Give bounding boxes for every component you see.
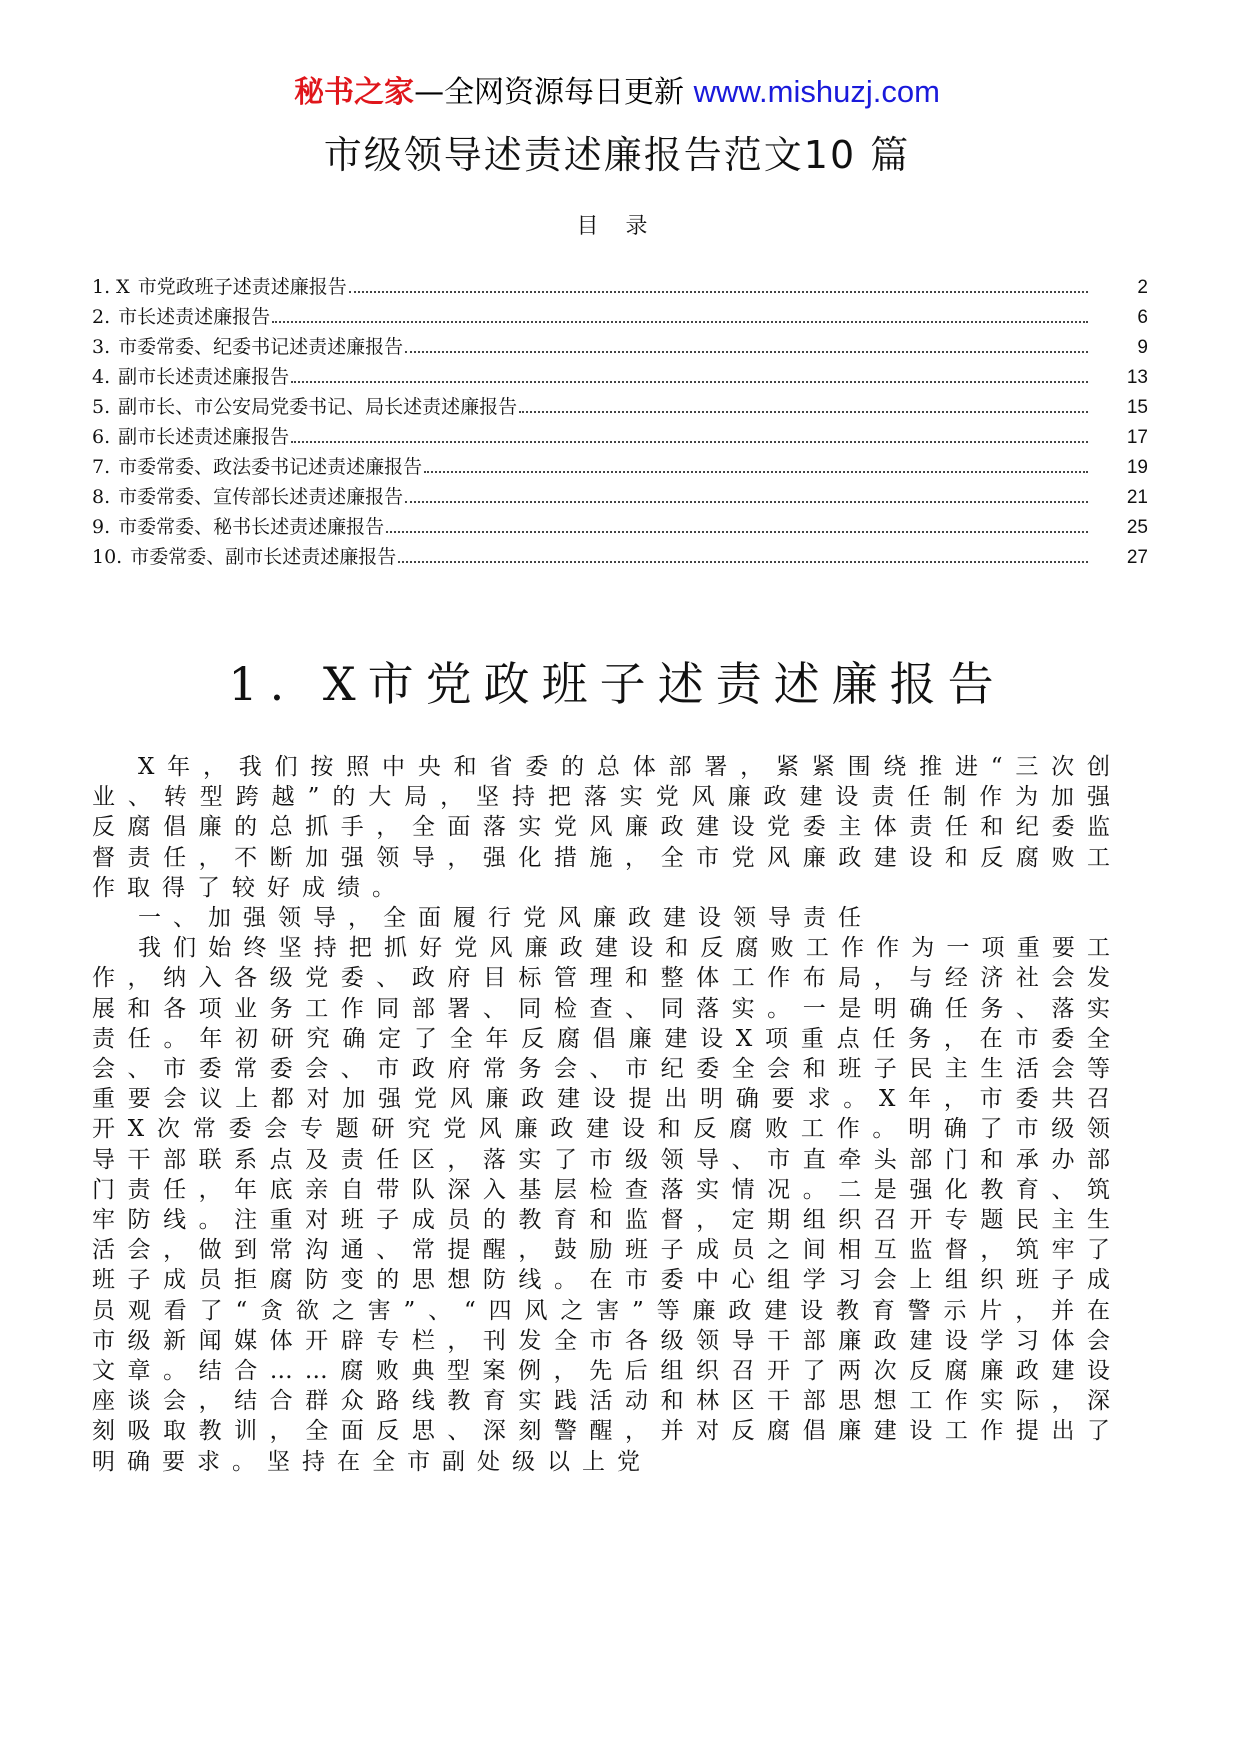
toc-entry[interactable] — [92, 332, 1148, 362]
document-title: 市级领导述责述廉报告范文10 篇 — [323, 133, 911, 177]
toc-leader-dots — [519, 410, 1088, 413]
toc-entry[interactable] — [92, 512, 1148, 542]
toc-entry-page: 2 — [1137, 277, 1148, 298]
toc-entry-page: 17 — [1126, 427, 1148, 448]
toc-entry[interactable] — [92, 422, 1148, 452]
body-paragraph: X年，我们按照中央和省委的总体部署，紧紧围绕推进“三次创业、转型跨越”的大局，坚持把落实党风廉政建设责任制作为加强反腐倡廉的总抓手，全面落实党风廉政建设党委主体责任和纪委监督责任，不断加强领导，强化措施，全市党风廉政建设和反腐败工作取得了较好成绩。 — [92, 754, 1122, 901]
toc-entry[interactable] — [92, 542, 1148, 572]
toc-entry[interactable] — [92, 272, 1148, 302]
body-paragraph: 我们始终坚持把抓好党风廉政建设和反腐败工作作为一项重要工作，纳入各级党委、政府目标管理和整体工作布局，与经济社会发展和各项业务工作同部署、同检查、同落实。一是明确任务、落实责任。年初研究确定了全年反腐倡廉建设X项重点任务，在市委全会、市委常委会、市政府常务会、市纪委全会和班子民主生活会等重要会议上都对加强党风廉政建设提出明确要求。X年，市委共召开X次常委会专题研究党风廉政建设和反腐败工作。明确了市级领导干部联系点及责任区，落实了市级领导、市直牵头部门和承办部门责任，年底亲自带队深入基层检查落实情况。二是强化教育、筑牢防线。注重对班子成员的教育和监督，定期组织召开专题民主生活会，做到常沟通、常提醒，鼓励班子成员之间相互监督，筑牢了班子成员拒腐防变的思想防线。在市委中心组学习会上组织班子成员观看了“贪欲之害”、“四风之害”等廉政建设教育警示片，并在市级新闻媒体开辟专栏，刊发全市各级领导干部廉政建设学习体会文章。结合……腐败典型案例，先后组织召开了两次反腐廉政建设座谈会，结合群众路线教育实践活动和林区干部思想工作实际，深刻吸取教训，全面反思、深刻警醒，并对反腐倡廉建设工作提出了明确要求。坚持在全市副处级以上党 — [92, 935, 1122, 1475]
brand-name: 秘书之家 — [294, 75, 415, 110]
toc-entry-number: 1. X — [92, 276, 130, 298]
toc-leader-dots — [398, 560, 1088, 563]
toc-leader-dots — [291, 380, 1088, 383]
section-body — [92, 752, 1122, 1477]
toc-entry-page: 15 — [1126, 397, 1148, 418]
toc-entry-page: 27 — [1126, 547, 1148, 568]
toc-leader-dots — [424, 470, 1088, 473]
table-of-contents — [92, 272, 1148, 572]
toc-entry-page: 21 — [1126, 487, 1148, 508]
toc-entry-page: 13 — [1126, 367, 1148, 388]
section-title: 1. X市党政班子述责述廉报告 — [228, 657, 1006, 711]
toc-entry-label: 市委常委、副市长述责述廉报告 — [130, 546, 397, 568]
toc-leader-dots — [291, 440, 1088, 443]
toc-entry-label: 市党政班子述责述廉报告 — [137, 276, 347, 298]
toc-entry-number: 9. — [92, 516, 111, 538]
toc-entry-number: 2. — [92, 306, 111, 328]
body-paragraph: 一、加强领导，全面履行党风廉政建设领导责任 — [138, 905, 873, 932]
toc-leader-dots — [405, 500, 1088, 503]
toc-entry-page: 19 — [1126, 457, 1148, 478]
site-slogan: —全网资源每日更新 — [414, 75, 685, 110]
toc-entry-number: 8. — [92, 486, 111, 508]
toc-leader-dots — [349, 290, 1088, 293]
toc-entry-label: 市委常委、秘书长述责述廉报告 — [118, 516, 385, 538]
site-header — [0, 72, 1234, 113]
toc-entry-label: 市委常委、政法委书记述责述廉报告 — [118, 456, 423, 478]
toc-entry-number: 4. — [92, 366, 111, 388]
toc-entry[interactable] — [92, 362, 1148, 392]
site-url-link[interactable]: www.mishuzj.com — [693, 74, 940, 109]
toc-entry[interactable] — [92, 482, 1148, 512]
toc-leader-dots — [405, 350, 1088, 353]
toc-entry[interactable] — [92, 452, 1148, 482]
toc-heading: 目 录 — [576, 214, 658, 239]
toc-entry-page: 9 — [1137, 337, 1148, 358]
toc-entry-label: 副市长述责述廉报告 — [118, 366, 290, 388]
toc-entry-label: 市委常委、纪委书记述责述廉报告 — [118, 336, 404, 358]
toc-entry-number: 6. — [92, 426, 111, 448]
toc-entry-page: 6 — [1137, 307, 1148, 328]
toc-leader-dots — [272, 320, 1088, 323]
toc-leader-dots — [386, 530, 1088, 533]
toc-entry[interactable] — [92, 392, 1148, 422]
toc-entry[interactable] — [92, 302, 1148, 332]
toc-entry-number: 7. — [92, 456, 111, 478]
toc-entry-label: 副市长、市公安局党委书记、局长述责述廉报告 — [118, 396, 518, 418]
toc-entry-label: 市长述责述廉报告 — [118, 306, 271, 328]
toc-entry-page: 25 — [1126, 517, 1148, 538]
toc-entry-label: 市委常委、宣传部长述责述廉报告 — [118, 486, 404, 508]
toc-entry-number: 3. — [92, 336, 111, 358]
toc-entry-number: 5. — [92, 396, 111, 418]
toc-entry-number: 10. — [92, 546, 123, 568]
toc-entry-label: 副市长述责述廉报告 — [118, 426, 290, 448]
